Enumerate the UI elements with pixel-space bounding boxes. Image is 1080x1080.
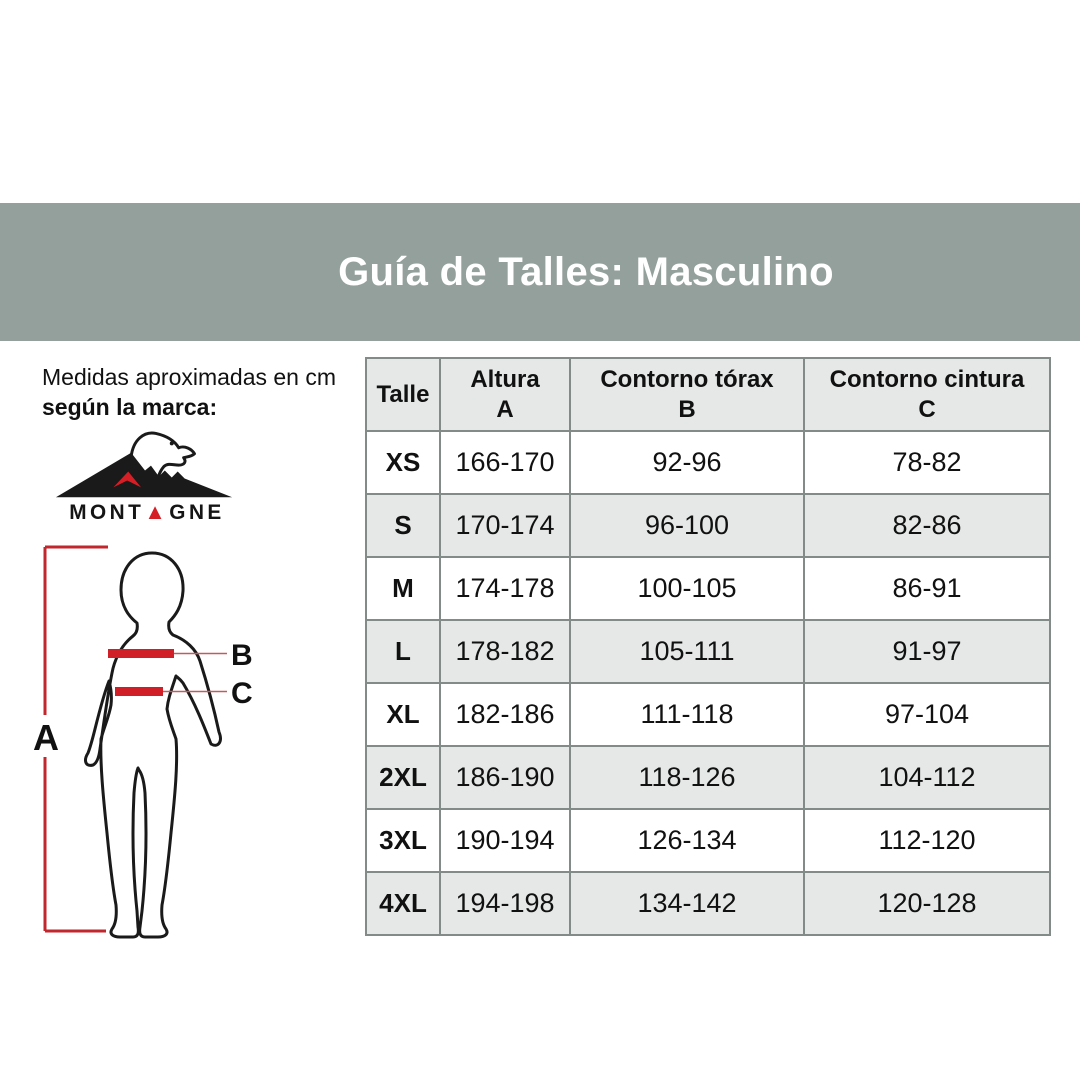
size-label-cell: L <box>366 620 440 683</box>
cintura-cell: 91-97 <box>804 620 1050 683</box>
torax-cell: 100-105 <box>570 557 804 620</box>
size-label-cell: 3XL <box>366 809 440 872</box>
size-label-cell: S <box>366 494 440 557</box>
size-label-cell: XL <box>366 683 440 746</box>
label-c: C <box>231 677 253 710</box>
waist-bar <box>115 687 163 696</box>
table-row <box>366 557 1050 620</box>
header-band <box>0 203 1080 341</box>
torax-cell: 134-142 <box>570 872 804 935</box>
torax-cell: 105-111 <box>570 620 804 683</box>
eagle-eye-icon <box>170 441 174 445</box>
header-torax-label: Contorno tórax <box>600 365 774 393</box>
altura-cell: 194-198 <box>440 872 570 935</box>
header-altura <box>440 358 570 431</box>
header-altura-label: Altura <box>470 365 540 393</box>
size-label-cell: 2XL <box>366 746 440 809</box>
cintura-cell: 97-104 <box>804 683 1050 746</box>
altura-cell: 182-186 <box>440 683 570 746</box>
altura-cell: 170-174 <box>440 494 570 557</box>
torax-cell: 126-134 <box>570 809 804 872</box>
table-row <box>366 872 1050 935</box>
table-row <box>366 809 1050 872</box>
altura-cell: 190-194 <box>440 809 570 872</box>
table-row <box>366 746 1050 809</box>
measure-note-line1: Medidas aproximadas en cm <box>42 364 337 390</box>
chest-bar <box>108 649 174 658</box>
table-row <box>366 620 1050 683</box>
wordmark-right: GNE <box>169 501 225 525</box>
header-cintura-label: Contorno cintura <box>829 365 1025 393</box>
size-label-cell: M <box>366 557 440 620</box>
header-altura-sub: A <box>496 395 514 423</box>
wordmark-left: MONT <box>69 501 145 525</box>
altura-cell: 166-170 <box>440 431 570 494</box>
altura-cell: 178-182 <box>440 620 570 683</box>
torax-cell: 96-100 <box>570 494 804 557</box>
brand-wordmark <box>69 499 224 524</box>
altura-cell: 186-190 <box>440 746 570 809</box>
size-label-cell: XS <box>366 431 440 494</box>
table-row <box>366 431 1050 494</box>
table-row <box>366 683 1050 746</box>
body-figure-graphic <box>25 533 335 945</box>
header-cintura-sub: C <box>918 395 936 423</box>
header-cintura <box>804 358 1050 431</box>
label-a: A <box>33 717 59 758</box>
size-label-cell: 4XL <box>366 872 440 935</box>
body-measure-figure <box>25 533 335 945</box>
torax-cell: 111-118 <box>570 683 804 746</box>
measure-note <box>42 362 336 422</box>
header-torax <box>570 358 804 431</box>
table-row <box>366 494 1050 557</box>
cintura-cell: 120-128 <box>804 872 1050 935</box>
cintura-cell: 86-91 <box>804 557 1050 620</box>
body-outline <box>86 553 221 937</box>
cintura-cell: 78-82 <box>804 431 1050 494</box>
altura-cell: 174-178 <box>440 557 570 620</box>
measure-note-line2: según la marca: <box>42 394 218 420</box>
page-title: Guía de Talles: Masculino <box>338 249 834 294</box>
montagne-logo-graphic <box>48 427 246 526</box>
cintura-cell: 112-120 <box>804 809 1050 872</box>
label-b: B <box>231 639 253 672</box>
size-table <box>365 357 1051 936</box>
header-talle <box>366 358 440 431</box>
cintura-cell: 104-112 <box>804 746 1050 809</box>
wordmark-triangle-icon: ▲ <box>144 499 170 525</box>
torax-cell: 92-96 <box>570 431 804 494</box>
montagne-logo <box>48 427 246 526</box>
header-talle-label: Talle <box>376 380 430 408</box>
torax-cell: 118-126 <box>570 746 804 809</box>
table-header-row <box>366 358 1050 431</box>
header-torax-sub: B <box>678 395 696 423</box>
cintura-cell: 82-86 <box>804 494 1050 557</box>
